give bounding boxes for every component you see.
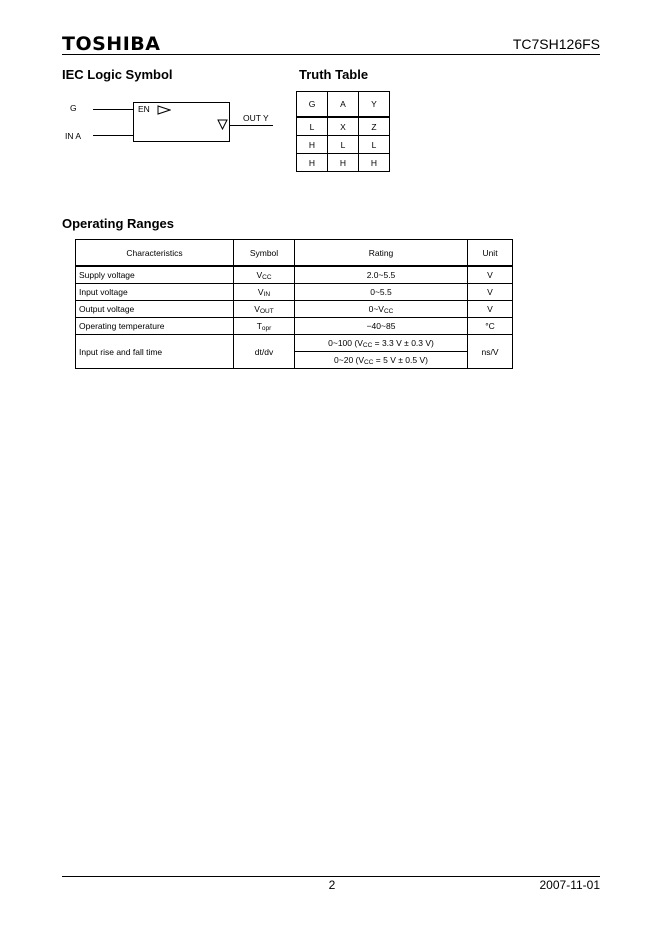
unit-cell: V [468, 301, 513, 318]
input-a-label: IN A [65, 131, 82, 141]
output-y-label: OUT Y [243, 113, 269, 123]
page-number: 2 [328, 878, 336, 892]
table-row [76, 301, 513, 318]
rating-cell: 2.0~5.5 [295, 266, 468, 284]
truth-header-g: G [308, 99, 316, 109]
unit-cell: ns/V [468, 335, 513, 369]
symbol-cell: $V_{OUT}$ [234, 301, 295, 318]
footer-date: 2007-11-01 [539, 878, 600, 892]
table-row [76, 266, 513, 284]
enable-triangle-icon [157, 105, 171, 115]
characteristic-cell: Supply voltage [76, 266, 234, 284]
table-row [76, 284, 513, 301]
page-header [62, 34, 600, 54]
rating-cell: −40~85 [295, 318, 468, 335]
header-rule [62, 54, 600, 55]
rating-cell: 0~100 ($V_{CC} = 3.3$ V ± 0.3 V) [295, 335, 468, 352]
part-number: TC7SH126FS [512, 36, 600, 52]
operating-ranges-table [75, 239, 513, 369]
truth-cell: L [328, 136, 359, 154]
unit-cell: V [468, 266, 513, 284]
header-unit: Unit [468, 240, 513, 267]
table-row [76, 335, 513, 352]
symbol-cell: $V_{IN}$ [234, 284, 295, 301]
toshiba-logo: TOSHIBA [62, 33, 161, 55]
tristate-buffer-icon [217, 119, 228, 130]
symbol-cell: dt/dv [234, 335, 295, 369]
iec-logic-symbol-title: IEC Logic Symbol [62, 67, 173, 82]
truth-cell: H [297, 154, 328, 172]
table-row [297, 154, 390, 172]
truth-cell: L [309, 121, 315, 132]
truth-header-y: Y [359, 92, 390, 118]
rating-cell: 0~20 ($V_{CC} = 5$ V ± 0.5 V) [295, 352, 468, 369]
output-y-line [230, 125, 273, 126]
ranges-header-row [76, 240, 513, 267]
rating-cell: 0~5.5 [295, 284, 468, 301]
rating-cell: $0\sim V_{CC}$ [295, 301, 468, 318]
header-symbol: Symbol [234, 240, 295, 267]
unit-cell: V [468, 284, 513, 301]
input-a-line [93, 135, 133, 136]
header-characteristics: Characteristics [76, 240, 234, 267]
input-g-line [93, 109, 133, 110]
characteristic-cell: Input voltage [76, 284, 234, 301]
logic-symbol-box [133, 102, 230, 142]
truth-table-title: Truth Table [299, 67, 369, 82]
table-row [76, 318, 513, 335]
truth-cell: H [328, 154, 359, 172]
characteristic-cell: Operating temperature [76, 318, 234, 335]
symbol-cell: $T_{opr}$ [234, 318, 295, 335]
table-row [297, 136, 390, 154]
characteristic-cell: Input rise and fall time [76, 335, 234, 369]
characteristic-cell: Output voltage [76, 301, 234, 318]
truth-cell: Z [359, 117, 390, 136]
input-g-label: G [70, 103, 77, 113]
en-label: EN [138, 104, 150, 114]
truth-cell: X [328, 117, 359, 136]
footer-rule [62, 876, 600, 877]
operating-ranges-title: Operating Ranges [62, 216, 174, 231]
truth-cell: H [297, 136, 328, 154]
table-row [297, 117, 390, 136]
truth-header-a: A [328, 92, 359, 118]
truth-table [296, 91, 390, 172]
symbol-cell: $V_{CC}$ [234, 266, 295, 284]
header-rating: Rating [295, 240, 468, 267]
unit-cell: °C [468, 318, 513, 335]
truth-cell: L [359, 136, 390, 154]
truth-table-header-row [297, 92, 390, 118]
truth-cell: H [359, 154, 390, 172]
